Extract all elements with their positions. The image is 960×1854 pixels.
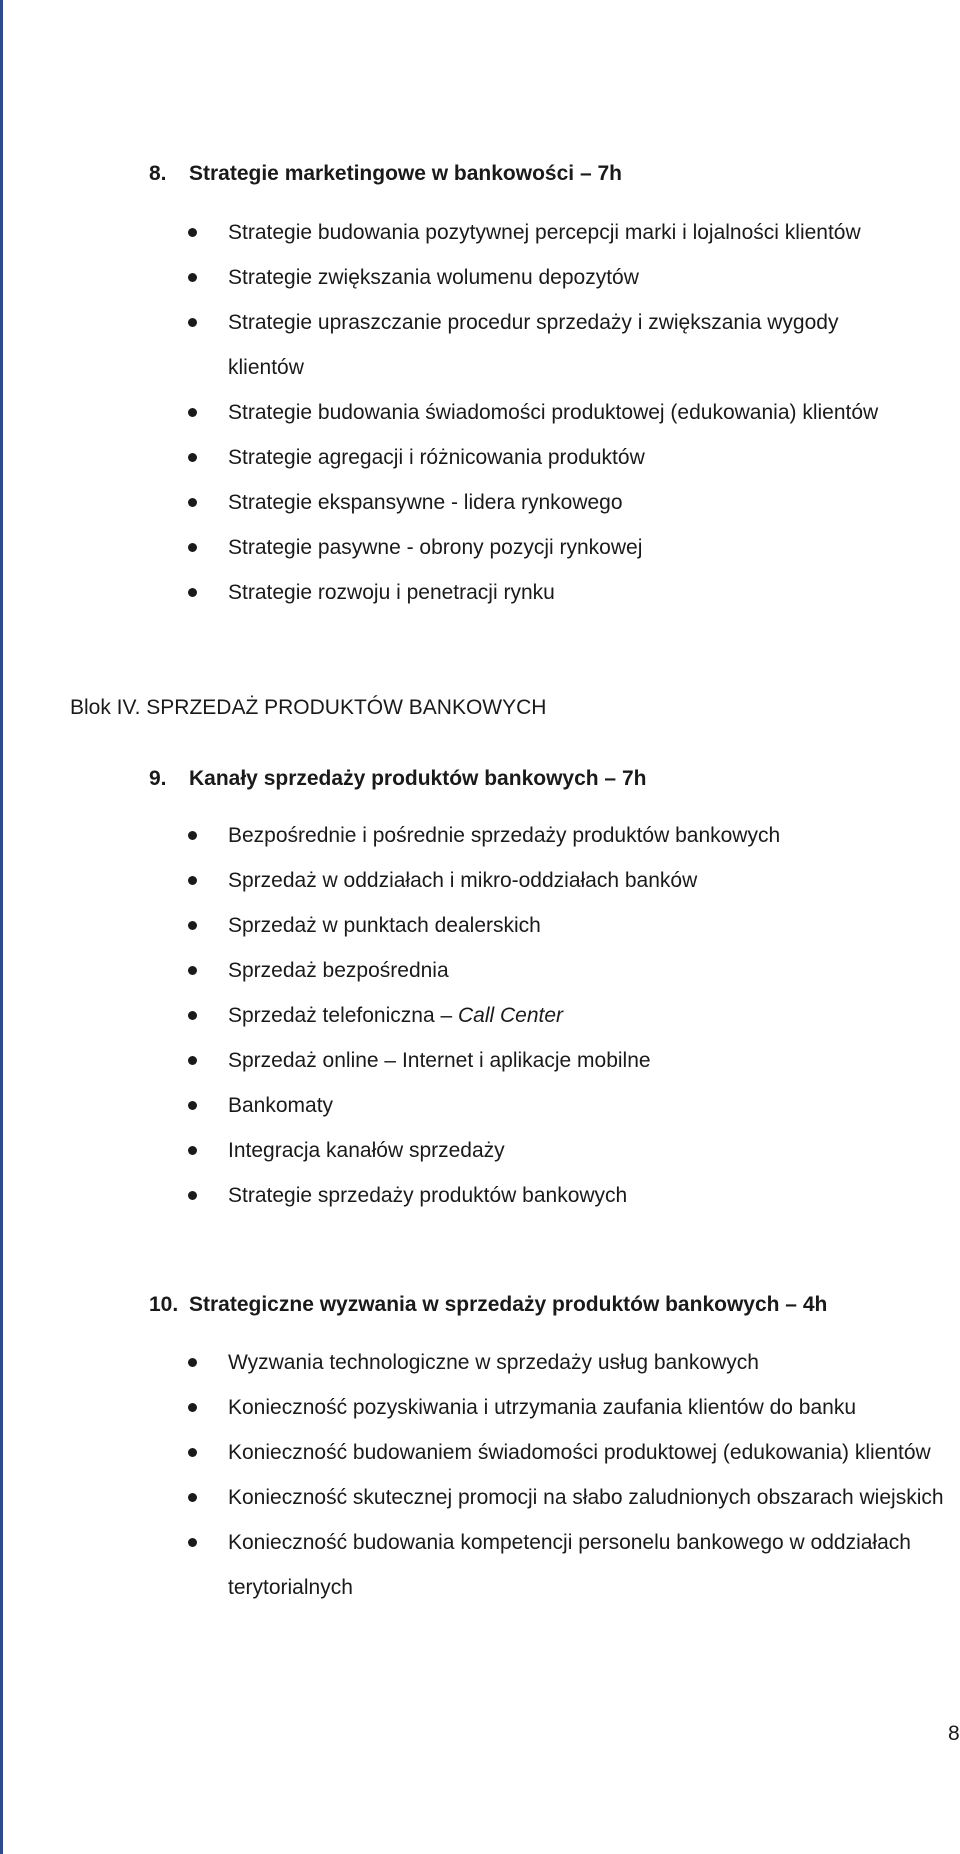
bullet-icon [188, 831, 197, 840]
list-item: Strategie rozwoju i penetracji rynku [0, 570, 960, 615]
section-10-number: 10. [149, 1293, 179, 1316]
section-10-heading [149, 1292, 827, 1318]
list-item: Konieczność skutecznej promocji na słabo zaludnionych obszarach wiejskich [0, 1475, 960, 1520]
section-10-title: Strategiczne wyzwania w sprzedaży produktów bankowych – 4h [189, 1293, 828, 1316]
section-8-heading [149, 161, 622, 187]
bullet-icon [188, 228, 197, 237]
list-item: Strategie pasywne - obrony pozycji rynkowej [0, 525, 960, 570]
bullet-icon [188, 1358, 197, 1367]
list-item: Strategie agregacji i różnicowania produktów [0, 435, 960, 480]
bullet-icon [188, 318, 197, 327]
list-item: Bezpośrednie i pośrednie sprzedaży produktów bankowych [0, 813, 960, 858]
call-center-emphasis: Call Center [457, 1004, 564, 1027]
list-item: Strategie budowania świadomości produktowej (edukowania) klientów [0, 390, 960, 435]
list-item: Sprzedaż bezpośrednia [0, 948, 960, 993]
bullet-icon [188, 876, 197, 885]
section-9-heading [149, 766, 646, 792]
bullet-icon [188, 921, 197, 930]
list-item: Strategie budowania pozytywnej percepcji marki i lojalności klientów [0, 210, 960, 255]
list-item: Strategie zwiększania wolumenu depozytów [0, 255, 960, 300]
bullet-icon [188, 1493, 197, 1502]
list-item: Sprzedaż w oddziałach i mikro-oddziałach banków [0, 858, 960, 903]
bullet-icon [188, 1448, 197, 1457]
list-item: Wyzwania technologiczne w sprzedaży usług bankowych [0, 1340, 960, 1385]
list-item: Sprzedaż w punktach dealerskich [0, 903, 960, 948]
list-item: Konieczność pozyskiwania i utrzymania zaufania klientów do banku [0, 1385, 960, 1430]
bullet-icon [188, 1146, 197, 1155]
bullet-icon [188, 1191, 197, 1200]
section-9-title: Kanały sprzedaży produktów bankowych – 7h [189, 767, 647, 790]
block-4-heading: Blok IV. SPRZEDAŻ PRODUKTÓW BANKOWYCH [70, 696, 547, 719]
section-8-title: Strategie marketingowe w bankowości – 7h [189, 162, 622, 185]
list-item: Konieczność budowania kompetencji personelu bankowego w oddziałach terytorialnych [0, 1520, 960, 1610]
bullet-icon [188, 408, 197, 417]
list-item: Integracja kanałów sprzedaży [0, 1128, 960, 1173]
bullet-icon [188, 498, 197, 507]
list-item: Konieczność budowaniem świadomości produktowej (edukowania) klientów [0, 1430, 960, 1475]
section-8-list [0, 210, 960, 615]
bullet-icon [188, 273, 197, 282]
bullet-icon [188, 543, 197, 552]
list-item: Strategie upraszczanie procedur sprzedaży i zwiększania wygody klientów [0, 300, 960, 390]
bullet-icon [188, 1011, 197, 1020]
bullet-icon [188, 1101, 197, 1110]
list-item: Sprzedaż online – Internet i aplikacje mobilne [0, 1038, 960, 1083]
bullet-icon [188, 966, 197, 975]
bullet-icon [188, 1056, 197, 1065]
section-10-list [0, 1340, 960, 1610]
section-9-list [0, 813, 960, 1218]
page-number: 8 [948, 1722, 960, 1745]
list-item: Sprzedaż telefoniczna – Call Center [0, 993, 960, 1038]
list-item: Strategie sprzedaży produktów bankowych [0, 1173, 960, 1218]
bullet-icon [188, 453, 197, 462]
section-9-number: 9. [149, 767, 167, 790]
bullet-icon [188, 1538, 197, 1547]
section-8-number: 8. [149, 162, 167, 185]
bullet-icon [188, 588, 197, 597]
list-item: Bankomaty [0, 1083, 960, 1128]
bullet-icon [188, 1403, 197, 1412]
list-item: Strategie ekspansywne - lidera rynkowego [0, 480, 960, 525]
